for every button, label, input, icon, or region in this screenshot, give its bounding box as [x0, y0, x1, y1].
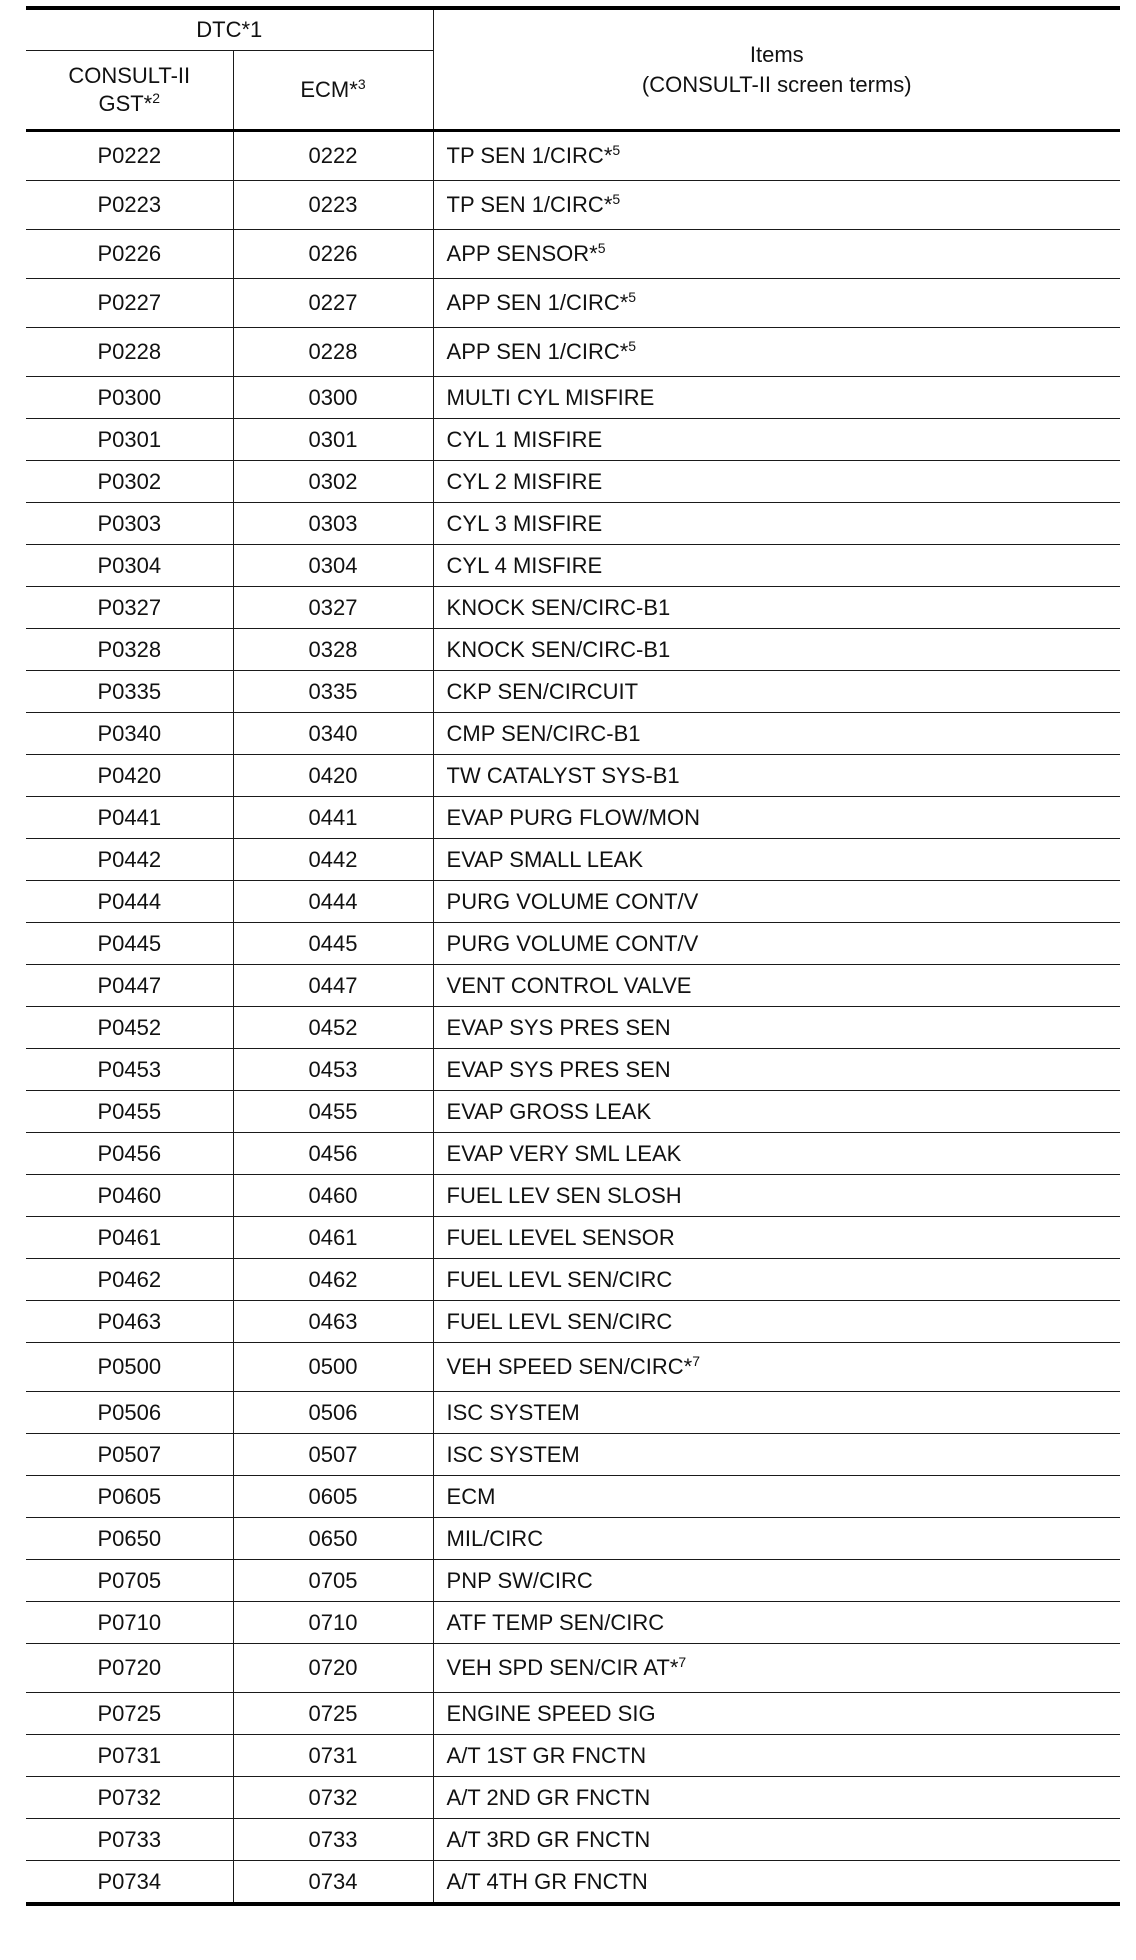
item-text: A/T 2ND GR FNCTN [446, 1784, 651, 1810]
ecm-code-cell: 0300 [233, 377, 433, 419]
item-cell [433, 839, 1120, 881]
item-cell [433, 1133, 1120, 1175]
gst-code-cell: P0463 [26, 1301, 233, 1343]
item-text: VEH SPD SEN/CIR AT* [446, 1655, 679, 1680]
item-cell [433, 1602, 1120, 1644]
gst-code-cell: P0228 [26, 328, 233, 377]
item-text: FUEL LEVEL SENSOR [446, 1224, 675, 1250]
gst-code-cell: P0327 [26, 587, 233, 629]
item-text: A/T 4TH GR FNCTN [446, 1868, 648, 1894]
item-cell [433, 1259, 1120, 1301]
ecm-code-cell: 0304 [233, 545, 433, 587]
table-row [26, 1343, 1120, 1392]
gst-header-line1: CONSULT-II [68, 63, 191, 88]
item-cell [433, 587, 1120, 629]
item-footnote: 5 [628, 338, 637, 354]
ecm-code-cell: 0327 [233, 587, 433, 629]
gst-code-cell: P0222 [26, 131, 233, 181]
item-cell [433, 1518, 1120, 1560]
item-text: ECM [446, 1483, 496, 1509]
item-text: ISC SYSTEM [446, 1441, 580, 1467]
ecm-code-cell: 0227 [233, 279, 433, 328]
gst-code-cell: P0456 [26, 1133, 233, 1175]
item-cell [433, 230, 1120, 279]
table-row [26, 1602, 1120, 1644]
item-footnote: 5 [612, 191, 621, 207]
gst-code-cell: P0340 [26, 713, 233, 755]
gst-code-cell: P0725 [26, 1693, 233, 1735]
items-header-subtitle: (CONSULT-II screen terms) [641, 71, 912, 97]
item-cell [433, 1819, 1120, 1861]
item-footnote: 7 [692, 1353, 701, 1369]
table-row [26, 1259, 1120, 1301]
item-text: CMP SEN/CIRC-B1 [446, 720, 641, 746]
gst-code-cell: P0507 [26, 1434, 233, 1476]
gst-code-cell: P0460 [26, 1175, 233, 1217]
item-footnote: 5 [597, 240, 606, 256]
item-footnote: 7 [678, 1654, 687, 1670]
item-cell [433, 1301, 1120, 1343]
item-footnote: 5 [628, 289, 637, 305]
item-text: EVAP VERY SML LEAK [446, 1140, 682, 1166]
ecm-code-cell: 0506 [233, 1392, 433, 1434]
table-row [26, 1392, 1120, 1434]
item-text: PURG VOLUME CONT/V [446, 930, 699, 956]
ecm-code-cell: 0340 [233, 713, 433, 755]
table-row [26, 1049, 1120, 1091]
gst-header-line2 [26, 90, 233, 118]
ecm-code-cell: 0733 [233, 1819, 433, 1861]
ecm-code-cell: 0444 [233, 881, 433, 923]
gst-code-cell: P0300 [26, 377, 233, 419]
item-cell [433, 755, 1120, 797]
table-row [26, 713, 1120, 755]
gst-code-cell: P0734 [26, 1861, 233, 1905]
item-cell [433, 1434, 1120, 1476]
gst-code-cell: P0462 [26, 1259, 233, 1301]
ecm-code-cell: 0500 [233, 1343, 433, 1392]
ecm-code-cell: 0445 [233, 923, 433, 965]
item-cell [433, 279, 1120, 328]
table-row [26, 797, 1120, 839]
table-row [26, 503, 1120, 545]
item-cell [433, 797, 1120, 839]
table-row [26, 279, 1120, 328]
table-row [26, 545, 1120, 587]
gst-header-note: 2 [152, 90, 161, 106]
gst-code-cell: P0420 [26, 755, 233, 797]
item-text: APP SEN 1/CIRC* [446, 290, 629, 315]
ecm-code-cell: 0460 [233, 1175, 433, 1217]
ecm-code-cell: 0302 [233, 461, 433, 503]
item-text: CYL 4 MISFIRE [446, 552, 603, 578]
item-cell [433, 881, 1120, 923]
item-cell [433, 461, 1120, 503]
ecm-code-cell: 0605 [233, 1476, 433, 1518]
item-text: TP SEN 1/CIRC* [446, 192, 613, 217]
ecm-code-cell: 0301 [233, 419, 433, 461]
table-row [26, 419, 1120, 461]
table-row [26, 230, 1120, 279]
gst-code-cell: P0328 [26, 629, 233, 671]
item-text: VEH SPEED SEN/CIRC* [446, 1354, 693, 1379]
table-row [26, 1644, 1120, 1693]
ecm-code-cell: 0228 [233, 328, 433, 377]
dtc-table [26, 6, 1120, 1906]
gst-code-cell: P0705 [26, 1560, 233, 1602]
gst-code-cell: P0453 [26, 1049, 233, 1091]
ecm-code-cell: 0507 [233, 1434, 433, 1476]
table-row [26, 671, 1120, 713]
gst-code-cell: P0223 [26, 181, 233, 230]
item-cell [433, 181, 1120, 230]
item-text: MIL/CIRC [446, 1525, 544, 1551]
item-text: VENT CONTROL VALVE [446, 972, 692, 998]
gst-code-cell: P0452 [26, 1007, 233, 1049]
ecm-code-cell: 0463 [233, 1301, 433, 1343]
item-text: MULTI CYL MISFIRE [446, 384, 655, 410]
gst-code-cell: P0731 [26, 1735, 233, 1777]
gst-code-cell: P0461 [26, 1217, 233, 1259]
table-body [26, 131, 1120, 1905]
item-cell [433, 1560, 1120, 1602]
gst-code-cell: P0304 [26, 545, 233, 587]
ecm-code-cell: 0705 [233, 1560, 433, 1602]
table-row [26, 328, 1120, 377]
table-row [26, 1819, 1120, 1861]
item-text: KNOCK SEN/CIRC-B1 [446, 636, 671, 662]
gst-code-cell: P0444 [26, 881, 233, 923]
item-text: EVAP GROSS LEAK [446, 1098, 652, 1124]
item-text: APP SEN 1/CIRC* [446, 339, 629, 364]
table-row [26, 587, 1120, 629]
gst-code-cell: P0447 [26, 965, 233, 1007]
table-row [26, 1301, 1120, 1343]
item-cell [433, 1693, 1120, 1735]
table-row [26, 1777, 1120, 1819]
gst-code-cell: P0732 [26, 1777, 233, 1819]
table-row [26, 1518, 1120, 1560]
item-text: TP SEN 1/CIRC* [446, 143, 613, 168]
table-row [26, 839, 1120, 881]
ecm-header-label: ECM* [300, 77, 358, 102]
item-text: KNOCK SEN/CIRC-B1 [446, 594, 671, 620]
item-text: EVAP PURG FLOW/MON [446, 804, 700, 830]
item-text: TW CATALYST SYS-B1 [446, 762, 680, 788]
gst-header-label: GST* [98, 91, 153, 116]
table-row [26, 1091, 1120, 1133]
gst-code-cell: P0455 [26, 1091, 233, 1133]
gst-code-cell: P0227 [26, 279, 233, 328]
gst-code-cell: P0500 [26, 1343, 233, 1392]
table-row [26, 1735, 1120, 1777]
ecm-code-cell: 0447 [233, 965, 433, 1007]
ecm-code-cell: 0453 [233, 1049, 433, 1091]
item-cell [433, 1049, 1120, 1091]
table-row [26, 755, 1120, 797]
item-text: CYL 2 MISFIRE [446, 468, 603, 494]
item-cell [433, 629, 1120, 671]
table-row [26, 1476, 1120, 1518]
item-cell [433, 1392, 1120, 1434]
item-text: ISC SYSTEM [446, 1399, 580, 1425]
table-row [26, 377, 1120, 419]
item-text: FUEL LEVL SEN/CIRC [446, 1266, 673, 1292]
item-text: EVAP SYS PRES SEN [446, 1056, 671, 1082]
ecm-header-note: 3 [357, 76, 366, 92]
item-text: CKP SEN/CIRCUIT [446, 678, 639, 704]
ecm-code-cell: 0452 [233, 1007, 433, 1049]
item-cell [433, 419, 1120, 461]
item-cell [433, 1175, 1120, 1217]
ecm-code-cell: 0710 [233, 1602, 433, 1644]
ecm-code-cell: 0455 [233, 1091, 433, 1133]
item-text: CYL 3 MISFIRE [446, 510, 603, 536]
item-cell [433, 1861, 1120, 1905]
gst-code-cell: P0710 [26, 1602, 233, 1644]
table-row [26, 181, 1120, 230]
item-cell [433, 1343, 1120, 1392]
ecm-code-cell: 0734 [233, 1861, 433, 1905]
table-row [26, 461, 1120, 503]
item-text: A/T 3RD GR FNCTN [446, 1826, 651, 1852]
gst-code-cell: P0605 [26, 1476, 233, 1518]
item-text: CYL 1 MISFIRE [446, 426, 603, 452]
table-row [26, 1007, 1120, 1049]
table-row [26, 131, 1120, 181]
table-header [26, 8, 1120, 131]
ecm-code-cell: 0732 [233, 1777, 433, 1819]
ecm-header [233, 51, 433, 131]
gst-code-cell: P0226 [26, 230, 233, 279]
ecm-code-cell: 0223 [233, 181, 433, 230]
table-row [26, 1217, 1120, 1259]
ecm-code-cell: 0420 [233, 755, 433, 797]
gst-code-cell: P0302 [26, 461, 233, 503]
table-row [26, 881, 1120, 923]
ecm-code-cell: 0720 [233, 1644, 433, 1693]
ecm-code-cell: 0328 [233, 629, 433, 671]
ecm-code-cell: 0462 [233, 1259, 433, 1301]
ecm-code-cell: 0650 [233, 1518, 433, 1560]
table-row [26, 1693, 1120, 1735]
gst-code-cell: P0733 [26, 1819, 233, 1861]
ecm-code-cell: 0461 [233, 1217, 433, 1259]
item-cell [433, 503, 1120, 545]
gst-code-cell: P0303 [26, 503, 233, 545]
item-cell [433, 1735, 1120, 1777]
ecm-code-cell: 0725 [233, 1693, 433, 1735]
gst-code-cell: P0442 [26, 839, 233, 881]
item-cell [433, 671, 1120, 713]
item-cell [433, 1217, 1120, 1259]
item-text: ENGINE SPEED SIG [446, 1700, 656, 1726]
item-cell [433, 923, 1120, 965]
item-text: FUEL LEVL SEN/CIRC [446, 1308, 673, 1334]
gst-code-cell: P0301 [26, 419, 233, 461]
table-row [26, 1175, 1120, 1217]
item-cell [433, 545, 1120, 587]
table-row [26, 1133, 1120, 1175]
items-header-title: Items [749, 41, 804, 67]
item-cell [433, 1476, 1120, 1518]
gst-code-cell: P0335 [26, 671, 233, 713]
item-cell [433, 1091, 1120, 1133]
item-cell [433, 713, 1120, 755]
item-text: APP SENSOR* [446, 241, 598, 266]
gst-header [26, 51, 233, 131]
table-row [26, 923, 1120, 965]
table-row [26, 1861, 1120, 1905]
item-cell [433, 328, 1120, 377]
item-cell [433, 1777, 1120, 1819]
ecm-code-cell: 0442 [233, 839, 433, 881]
dtc-header: DTC*1 [26, 8, 433, 51]
gst-code-cell: P0506 [26, 1392, 233, 1434]
gst-code-cell: P0720 [26, 1644, 233, 1693]
item-text: ATF TEMP SEN/CIRC [446, 1609, 665, 1635]
item-text: A/T 1ST GR FNCTN [446, 1742, 647, 1768]
gst-code-cell: P0445 [26, 923, 233, 965]
item-cell [433, 131, 1120, 181]
table-row [26, 1560, 1120, 1602]
gst-code-cell: P0650 [26, 1518, 233, 1560]
item-cell [433, 1644, 1120, 1693]
items-header [433, 8, 1120, 131]
ecm-code-cell: 0335 [233, 671, 433, 713]
item-cell [433, 377, 1120, 419]
ecm-code-cell: 0222 [233, 131, 433, 181]
ecm-code-cell: 0456 [233, 1133, 433, 1175]
ecm-code-cell: 0226 [233, 230, 433, 279]
ecm-code-cell: 0731 [233, 1735, 433, 1777]
gst-code-cell: P0441 [26, 797, 233, 839]
item-cell [433, 1007, 1120, 1049]
item-footnote: 5 [612, 142, 621, 158]
item-text: PURG VOLUME CONT/V [446, 888, 699, 914]
table-row [26, 1434, 1120, 1476]
ecm-code-cell: 0441 [233, 797, 433, 839]
ecm-code-cell: 0303 [233, 503, 433, 545]
item-text: PNP SW/CIRC [446, 1567, 593, 1593]
table-row [26, 629, 1120, 671]
item-cell [433, 965, 1120, 1007]
table-row [26, 965, 1120, 1007]
item-text: FUEL LEV SEN SLOSH [446, 1182, 682, 1208]
item-text: EVAP SYS PRES SEN [446, 1014, 671, 1040]
item-text: EVAP SMALL LEAK [446, 846, 643, 872]
